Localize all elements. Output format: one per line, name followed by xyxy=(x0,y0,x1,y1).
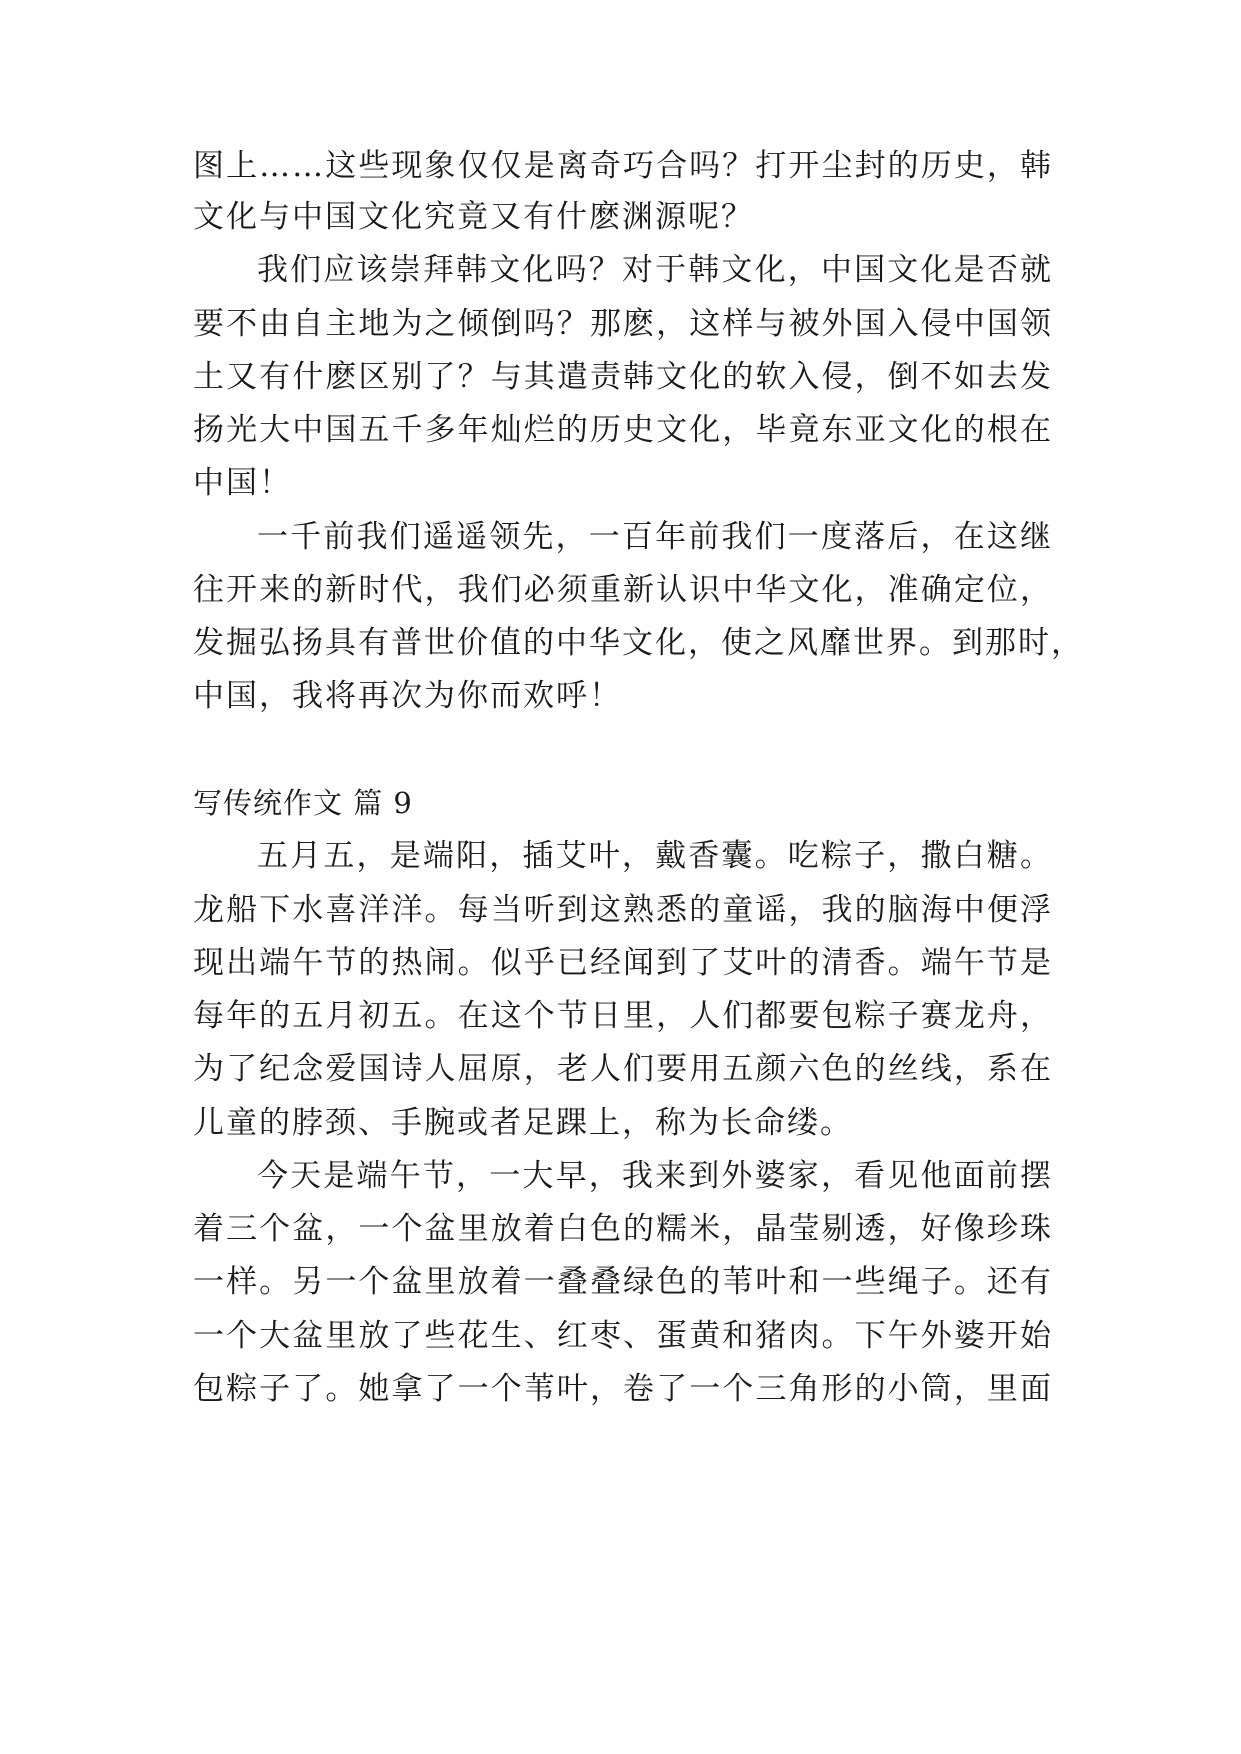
section-title: 写传统作文 篇 9 xyxy=(193,786,413,820)
paragraph-line: 往开来的新时代，我们必须重新认识中华文化，准确定位， xyxy=(193,572,1053,608)
paragraph-line: 扬光大中国五千多年灿烂的历史文化，毕竟东亚文化的根在 xyxy=(193,412,1053,448)
paragraph-line: 一千前我们遥遥领先，一百年前我们一度落后，在这继 xyxy=(257,519,1053,555)
paragraph-line: 现出端午节的热闹。似乎已经闻到了艾叶的清香。端午节是 xyxy=(193,945,1053,981)
paragraph-line: 我们应该崇拜韩文化吗？对于韩文化，中国文化是否就 xyxy=(257,252,1053,288)
paragraph-line: 要不由自主地为之倾倒吗？那麽，这样与被外国入侵中国领 xyxy=(193,306,1053,342)
paragraph-line: 中国，我将再次为你而欢呼！ xyxy=(193,678,622,714)
paragraph-line: 图上……这些现象仅仅是离奇巧合吗？打开尘封的历史，韩 xyxy=(193,148,1053,184)
paragraph-line: 每年的五月初五。在这个节日里，人们都要包粽子赛龙舟， xyxy=(193,998,1053,1034)
paragraph-line: 儿童的脖颈、手腕或者足踝上，称为长命缕。 xyxy=(193,1105,853,1141)
paragraph-line: 包粽子了。她拿了一个苇叶，卷了一个三角形的小筒，里面 xyxy=(193,1371,1053,1407)
paragraph-line: 一样。另一个盆里放着一叠叠绿色的苇叶和一些绳子。还有 xyxy=(193,1264,1053,1300)
paragraph-line: 文化与中国文化究竟又有什麽渊源呢？ xyxy=(193,199,754,235)
paragraph-line: 今天是端午节，一大早，我来到外婆家，看见他面前摆 xyxy=(257,1158,1053,1194)
paragraph-line: 龙船下水喜洋洋。每当听到这熟悉的童谣，我的脑海中便浮 xyxy=(193,892,1053,928)
paragraph-line: 五月五，是端阳，插艾叶，戴香囊。吃粽子，撒白糖。 xyxy=(257,838,1053,874)
paragraph-line: 为了纪念爱国诗人屈原，老人们要用五颜六色的丝线，系在 xyxy=(193,1051,1053,1087)
paragraph-line: 中国！ xyxy=(193,465,292,501)
paragraph-line: 发掘弘扬具有普世价值的中华文化，使之风靡世界。到那时， xyxy=(193,625,1084,661)
paragraph-line: 一个大盆里放了些花生、红枣、蛋黄和猪肉。下午外婆开始 xyxy=(193,1318,1053,1354)
paragraph-line: 着三个盆，一个盆里放着白色的糯米，晶莹剔透，好像珍珠 xyxy=(193,1211,1053,1247)
paragraph-line: 土又有什麽区别了？与其遣责韩文化的软入侵，倒不如去发 xyxy=(193,359,1053,395)
